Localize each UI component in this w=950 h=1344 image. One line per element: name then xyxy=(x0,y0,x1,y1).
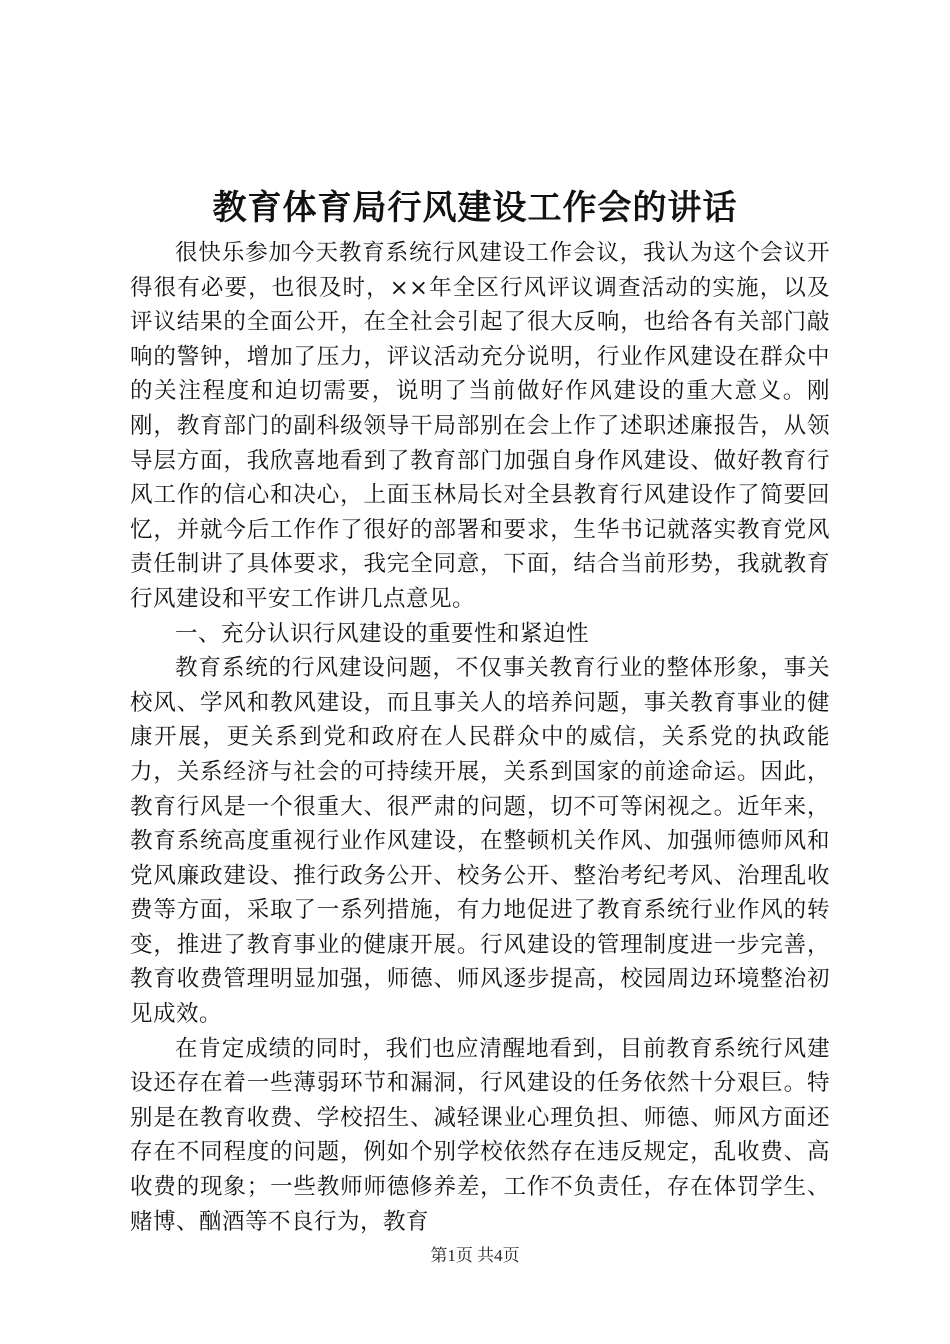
page-number-footer: 第1页 共4页 xyxy=(430,1246,520,1265)
section-heading-1: 一、充分认识行风建设的重要性和紧迫性 xyxy=(175,620,590,647)
document-body xyxy=(130,236,830,1239)
document-title: 教育体育局行风建设工作会的讲话 xyxy=(212,188,738,228)
paragraph-intro: 很快乐参加今天教育系统行风建设工作会议，我认为这个会议开得很有必要，也很及时，××年全区行风评议调查活动的实施，以及评议结果的全面公开，在全社会引起了很大反响，也给各有关部门敲响的警钟，增加了压力，评议活动充分说明，行业作风建设在群众中的关注程度和迫切需要，说明了当前做好作风建设的重大意义。刚刚，教育部门的副科级领导干局部别在会上作了述职述廉报告，从领导层方面，我欣喜地看到了教育部门加强自身作风建设、做好教育行风工作的信心和决心，上面玉林局长对全县教育行风建设作了简要回忆，并就今后工作作了很好的部署和要求，生华书记就落实教育党风责任制讲了具体要求，我完全同意，下面，结合当前形势，我就教育行风建设和平安工作讲几点意见。 xyxy=(130,240,830,612)
paragraph-problems: 在肯定成绩的同时，我们也应清醒地看到，目前教育系统行风建设还存在着一些薄弱环节和漏洞，行风建设的任务依然十分艰巨。特别是在教育收费、学校招生、减轻课业心理负担、师德、师风方面还存在不同程度的问题，例如个别学校依然存在违反规定，乱收费、高收费的现象；一些教师师德修养差，工作不负责任，存在体罚学生、赌博、酗酒等不良行为，教育 xyxy=(130,1035,830,1235)
paragraph-importance: 教育系统的行风建设问题，不仅事关教育行业的整体形象，事关校风、学风和教风建设，而且事关人的培养问题，事关教育事业的健康开展，更关系到党和政府在人民群众中的威信，关系党的执政能力，关系经济与社会的可持续开展，关系到国家的前途命运。因此，教育行风是一个很重大、很严肃的问题，切不可等闲视之。近年来，教育系统高度重视行业作风建设，在整顿机关作风、加强师德师风和党风廉政建设、推行政务公开、校务公开、整治考纪考风、治理乱收费等方面，采取了一系列措施，有力地促进了教育系统行业作风的转变，推进了教育事业的健康开展。行风建设的管理制度进一步完善，教育收费管理明显加强，师德、师风逐步提高，校园周边环境整治初见成效。 xyxy=(130,655,830,1028)
